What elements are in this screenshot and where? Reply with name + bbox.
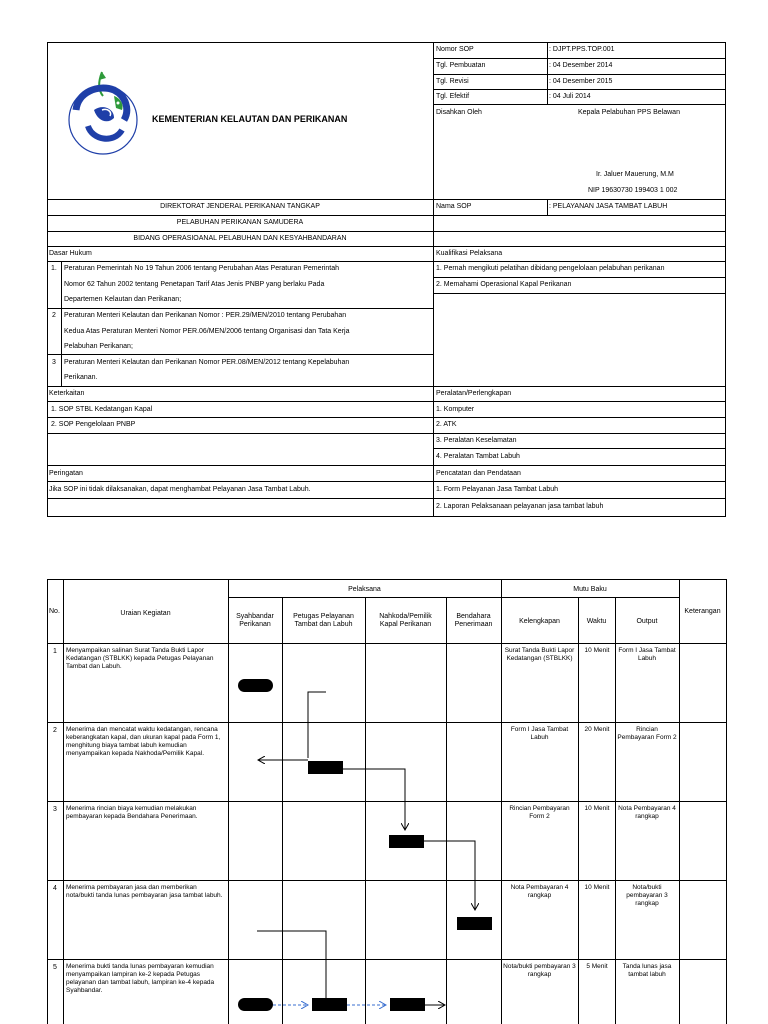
- peralatan-item-4: 4. Peralatan Tambat Labuh: [436, 453, 520, 460]
- row-5-kelengkapan: Nota/bukti pembayaran 3 rangkap: [503, 963, 576, 978]
- flow-col-kelengkapan: Kelengkapan: [519, 618, 560, 625]
- actor-bendahara-l2: Penerimaan: [454, 621, 493, 628]
- disahkan-title: Kepala Pelabuhan PPS Belawan: [578, 109, 680, 116]
- actor-syahbandar-l2: Perikanan: [239, 621, 271, 628]
- process-step-5b: [390, 998, 425, 1011]
- dasar-hukum-num-3: 3: [52, 359, 56, 366]
- dasar-hukum-2-line-3: Pelabuhan Perikanan;: [64, 343, 133, 350]
- actor-nahkoda-l1: Nahkoda/Pemilik: [379, 613, 432, 620]
- nama-sop-value: : PELAYANAN JASA TAMBAT LABUH: [549, 203, 668, 210]
- dasar-hukum-1-line-3: Departemen Kelautan dan Perikanan;: [64, 296, 182, 303]
- row-1-waktu: 10 Menit: [584, 647, 610, 654]
- pencatatan-item-2: 2. Laporan Pelaksanaan pelayanan jasa tambat labuh: [436, 503, 604, 510]
- nama-sop-label: Nama SOP: [436, 203, 472, 210]
- row-1-kelengkapan: Surat Tanda Bukti Lapor Kedatangan (STBLKK): [504, 647, 575, 662]
- disahkan-label: Disahkan Oleh: [436, 109, 482, 116]
- row-3-kelengkapan: Rincian Pembayaran Form 2: [509, 805, 570, 820]
- nomor-sop-value: : DJPT.PPS.TOP.001: [549, 46, 615, 53]
- actor-petugas-l2: Tambat dan Labuh: [294, 621, 353, 628]
- row-2-uraian: Menerima dan mencatat waktu kedatangan, rencana keberangkatan kapal, dan ukuran kapal pada Form 1, menghitung biaya tambat labuh kemudian menyampaikan kepada Nakhoda/Pemilik Kapal.: [66, 726, 221, 757]
- keterkaitan-item-1: 1. SOP STBL Kedatangan Kapal: [51, 406, 153, 413]
- port-name: PELABUHAN PERIKANAN SAMUDERA: [176, 219, 304, 226]
- row-3-output: Nota Pembayaran 4 rangkap: [618, 805, 676, 820]
- row-4-uraian: Menerima pembayaran jasa dan memberikan nota/bukti tanda lunas pembayaran jasa tambat labuh.: [66, 884, 223, 899]
- process-step-4: [457, 917, 492, 930]
- actor-petugas-l1: Petugas Pelayanan: [293, 613, 354, 620]
- flow-col-pelaksana: Pelaksana: [348, 586, 381, 593]
- peralatan-item-3: 3. Peralatan Keselamatan: [436, 437, 517, 444]
- nomor-sop-label: Nomor SOP: [436, 46, 474, 53]
- flow-col-keterangan: Keterangan: [684, 608, 721, 615]
- dasar-hukum-num-1: 1.: [51, 265, 57, 272]
- tgl-revisi-label: Tgl. Revisi: [436, 78, 469, 85]
- connector-4-5: [257, 931, 326, 998]
- connector-3-4: [424, 841, 475, 910]
- actor-bendahara-l1: Bendahara: [456, 613, 491, 620]
- dasar-hukum-num-2: 2: [52, 312, 56, 319]
- pencatatan-item-1: 1. Form Pelayanan Jasa Tambat Labuh: [436, 486, 559, 493]
- row-2-kelengkapan: Form I Jasa Tambat Labuh: [510, 726, 569, 741]
- flow-col-waktu: Waktu: [586, 618, 607, 625]
- row-3-no: 3: [53, 806, 57, 813]
- row-1-output: Form I Jasa Tambat Labuh: [618, 647, 676, 662]
- tgl-pembuatan-label: Tgl. Pembuatan: [436, 62, 486, 69]
- flow-col-uraian: Uraian Kegiatan: [120, 610, 171, 617]
- connector-1-2: [308, 692, 326, 758]
- row-5-output: Tanda lunas jasa tambat labuh: [622, 963, 672, 978]
- tgl-revisi-value: : 04 Desember 2015: [549, 78, 613, 85]
- row-2-output: Rincian Pembayaran Form 2: [617, 726, 677, 741]
- tgl-efektif-label: Tgl. Efektif: [436, 93, 470, 100]
- kualifikasi-item-1: 1. Pernah mengikuti pelatihan dibidang pengelolaan pelabuhan perikanan: [436, 265, 665, 272]
- tgl-pembuatan-value: : 04 Desember 2014: [549, 62, 613, 69]
- row-1-uraian: Menyampaikan salinan Surat Tanda Bukti Lapor Kedatangan (STBLKK) kepada Petugas Pelayanan Tambat dan Labuh.: [66, 647, 214, 670]
- terminator-step-5: [238, 998, 273, 1011]
- flow-col-output: Output: [636, 618, 658, 625]
- connector-2-3: [343, 769, 405, 830]
- kualifikasi-item-2: 2. Memahami Operasional Kapal Perikanan: [436, 281, 572, 288]
- keterkaitan-title: Keterkaitan: [49, 390, 85, 397]
- start-terminator: [238, 679, 273, 692]
- directorate-name: DIREKTORAT JENDERAL PERIKANAN TANGKAP: [160, 203, 320, 210]
- row-5-uraian: Menerima bukti tanda lunas pembayaran kemudian menyampaikan lampiran ke-2 kepada Petugas pelayanan dan tambat labuh, lampiran ke-4 kepada Syahbandar.: [66, 963, 215, 994]
- peralatan-item-2: 2. ATK: [436, 421, 457, 428]
- signer-name: Ir. Jaluer Mauerung, M.M: [596, 171, 674, 178]
- row-3-uraian: Menerima rincian biaya kemudian melakukan pembayaran kepada Bendahara Penerimaan.: [66, 805, 198, 820]
- actor-nahkoda-l2: Kapal Perikanan: [379, 621, 432, 628]
- tgl-efektif-value: : 04 Juli 2014: [549, 93, 591, 100]
- row-5-no: 5: [53, 964, 57, 971]
- dasar-hukum-3-line-2: Perikanan.: [64, 374, 98, 381]
- row-3-waktu: 10 Menit: [584, 805, 610, 812]
- division-name: BIDANG OPERASIOANAL PELABUHAN DAN KESYAHBANDARAN: [133, 235, 347, 242]
- dasar-hukum-1-line-2: Nomor 62 Tahun 2002 tentang Penetapan Tarif Atas Jenis PNBP yang berlaku Pada: [64, 281, 325, 288]
- peralatan-item-1: 1. Komputer: [436, 406, 475, 413]
- process-step-2: [308, 761, 343, 774]
- process-step-3: [389, 835, 424, 848]
- dasar-hukum-2-line-1: Peraturan Menteri Kelautan dan Perikanan Nomor : PER.29/MEN/2010 tentang Perubahan: [64, 312, 347, 319]
- actor-syahbandar-l1: Syahbandar: [236, 613, 274, 620]
- row-2-no: 2: [53, 727, 57, 734]
- row-5-waktu: 5 Menit: [586, 963, 608, 970]
- dasar-hukum-2-line-2: Kedua Atas Peraturan Menteri Nomor PER.06/MEN/2006 tentang Organisasi dan Tata Kerja: [64, 328, 350, 335]
- keterkaitan-item-2: 2. SOP Pengelolaan PNBP: [51, 421, 136, 428]
- row-4-no: 4: [53, 885, 57, 892]
- row-2-waktu: 20 Menit: [584, 726, 610, 733]
- signer-nip: NIP 19630730 199403 1 002: [588, 187, 678, 194]
- flow-col-mutu: Mutu Baku: [573, 586, 607, 593]
- ministry-name: KEMENTERIAN KELAUTAN DAN PERIKANAN: [152, 114, 348, 124]
- dasar-hukum-title: Dasar Hukum: [49, 250, 92, 257]
- dasar-hukum-1-line-1: Peraturan Pemerintah No 19 Tahun 2006 tentang Perubahan Atas Peraturan Pemerintah: [64, 265, 340, 272]
- peringatan-title: Peringatan: [49, 470, 83, 477]
- flow-col-no: No.: [49, 608, 60, 615]
- row-4-output: Nota/bukti pembayaran 3 rangkap: [626, 884, 668, 907]
- row-1-no: 1: [53, 648, 57, 655]
- peralatan-title: Peralatan/Perlengkapan: [436, 390, 512, 397]
- row-4-kelengkapan: Nota Pembayaran 4 rangkap: [510, 884, 569, 899]
- pencatatan-title: Pencatatan dan Pendataan: [436, 470, 521, 477]
- dasar-hukum-3-line-1: Peraturan Menteri Kelautan dan Perikanan Nomor PER.08/MEN/2012 tentang Kepelabuhan: [64, 359, 350, 366]
- process-step-5: [312, 998, 347, 1011]
- peringatan-text: Jika SOP ini tidak dilaksanakan, dapat menghambat Pelayanan Jasa Tambat Labuh.: [49, 486, 311, 493]
- kualifikasi-title: Kualifikasi Pelaksana: [436, 250, 503, 257]
- row-4-waktu: 10 Menit: [584, 884, 610, 891]
